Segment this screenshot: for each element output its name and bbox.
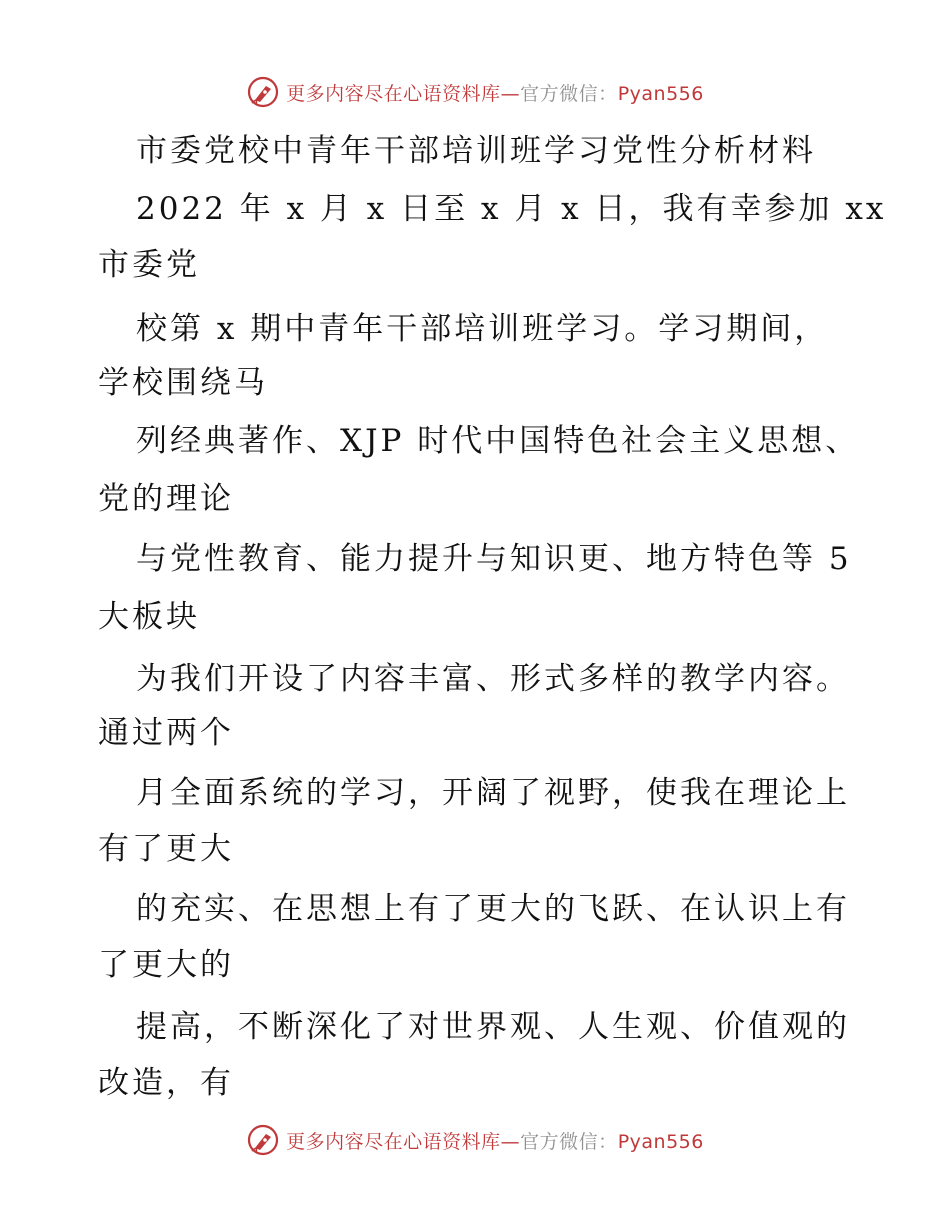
paragraph-line: 市委党 xyxy=(98,247,200,283)
pen-nib-circle-logo-icon xyxy=(246,75,280,109)
paragraph-line: 大板块 xyxy=(98,599,200,635)
paragraph-line: 2022 年 x 月 x 日至 x 月 x 日，我有幸参加 xx xyxy=(136,191,887,227)
paragraph-line: 改造，有 xyxy=(98,1065,234,1101)
paragraph-line: 了更大的 xyxy=(98,947,234,983)
pen-nib-circle-logo-icon xyxy=(246,1123,280,1157)
header-watermark xyxy=(0,72,950,112)
paragraph-line: 校第 x 期中青年干部培训班学习。学习期间， xyxy=(136,311,829,347)
watermark-separator: — xyxy=(500,1130,521,1153)
paragraph-line: 为我们开设了内容丰富、形式多样的教学内容。 xyxy=(136,661,850,697)
paragraph-line: 的充实、在思想上有了更大的飞跃、在认识上有 xyxy=(136,891,850,927)
watermark-account: Pyan556 xyxy=(617,82,704,105)
paragraph-line: 与党性教育、能力提升与知识更、地方特色等 5 xyxy=(136,541,852,577)
watermark-separator: — xyxy=(500,82,521,105)
paragraph-line: 学校围绕马 xyxy=(98,365,268,401)
paragraph-line: 有了更大 xyxy=(98,831,234,867)
watermark-official-label: 官方微信： xyxy=(520,82,618,105)
footer-watermark xyxy=(0,1120,950,1160)
paragraph-line: 提高，不断深化了对世界观、人生观、价值观的 xyxy=(136,1009,850,1045)
watermark-account: Pyan556 xyxy=(617,1130,704,1153)
paragraph-line: 月全面系统的学习，开阔了视野，使我在理论上 xyxy=(136,775,850,811)
watermark-official-label: 官方微信： xyxy=(520,1130,618,1153)
watermark-site-text: 更多内容尽在心语资料库 xyxy=(286,82,501,105)
document-title: 市委党校中青年干部培训班学习党性分析材料 xyxy=(136,133,816,169)
paragraph-line: 通过两个 xyxy=(98,715,234,751)
paragraph-line: 党的理论 xyxy=(98,481,234,517)
paragraph-line: 列经典著作、XJP 时代中国特色社会主义思想、 xyxy=(136,423,860,459)
watermark-site-text: 更多内容尽在心语资料库 xyxy=(286,1130,501,1153)
